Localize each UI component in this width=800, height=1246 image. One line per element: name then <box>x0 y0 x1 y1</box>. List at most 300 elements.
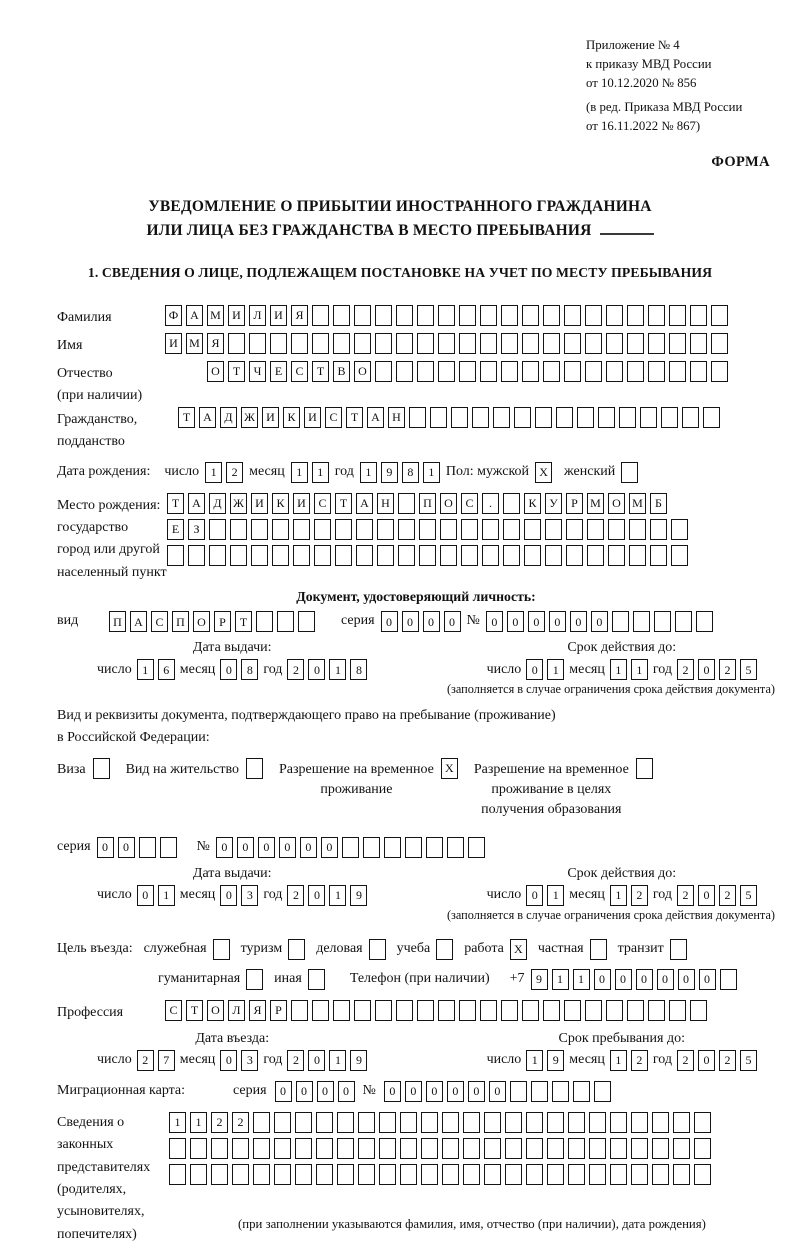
char-cell[interactable]: Т <box>186 1000 203 1021</box>
char-cell[interactable]: 0 <box>486 611 503 632</box>
char-cell[interactable] <box>526 1138 543 1159</box>
char-cell[interactable] <box>640 407 657 428</box>
char-cell[interactable] <box>526 1164 543 1185</box>
char-cell[interactable] <box>564 1000 581 1021</box>
char-cell[interactable] <box>308 969 325 990</box>
char-cell[interactable] <box>375 361 392 382</box>
char-cell[interactable] <box>232 1164 249 1185</box>
char-cell[interactable] <box>627 305 644 326</box>
char-cell[interactable] <box>333 1000 350 1021</box>
char-cell[interactable]: М <box>207 305 224 326</box>
char-cell[interactable]: 2 <box>232 1112 249 1133</box>
char-cell[interactable] <box>501 333 518 354</box>
char-cell[interactable]: 0 <box>97 837 114 858</box>
char-cell[interactable]: 1 <box>610 885 627 906</box>
char-cell[interactable] <box>547 1112 564 1133</box>
char-cell[interactable] <box>459 333 476 354</box>
char-cell[interactable] <box>93 758 110 779</box>
char-cell[interactable]: И <box>304 407 321 428</box>
char-cell[interactable] <box>568 1138 585 1159</box>
char-cell[interactable]: 0 <box>321 837 338 858</box>
char-cell[interactable] <box>337 1164 354 1185</box>
char-cell[interactable]: Ч <box>249 361 266 382</box>
char-cell[interactable] <box>211 1138 228 1159</box>
char-cell[interactable]: 9 <box>531 969 548 990</box>
char-cell[interactable] <box>652 1112 669 1133</box>
char-cell[interactable] <box>333 305 350 326</box>
char-cell[interactable]: 1 <box>360 462 377 483</box>
char-cell[interactable] <box>335 545 352 566</box>
char-cell[interactable]: 0 <box>216 837 233 858</box>
char-cell[interactable]: 1 <box>329 1050 346 1071</box>
char-cell[interactable]: Т <box>178 407 195 428</box>
char-cell[interactable] <box>396 333 413 354</box>
char-cell[interactable] <box>295 1138 312 1159</box>
char-cell[interactable]: 5 <box>740 885 757 906</box>
title-blank-line[interactable] <box>600 222 654 235</box>
char-cell[interactable] <box>442 1112 459 1133</box>
char-cell[interactable] <box>400 1138 417 1159</box>
char-cell[interactable]: 0 <box>594 969 611 990</box>
char-cell[interactable]: 0 <box>308 659 325 680</box>
char-cell[interactable] <box>652 1164 669 1185</box>
char-cell[interactable] <box>711 361 728 382</box>
char-cell[interactable]: Т <box>167 493 184 514</box>
char-cell[interactable]: К <box>524 493 541 514</box>
char-cell[interactable]: Е <box>167 519 184 540</box>
char-cell[interactable] <box>430 407 447 428</box>
char-cell[interactable] <box>505 1138 522 1159</box>
char-cell[interactable]: 1 <box>526 1050 543 1071</box>
char-cell[interactable] <box>188 545 205 566</box>
char-cell[interactable]: 2 <box>287 1050 304 1071</box>
char-cell[interactable]: 0 <box>489 1081 506 1102</box>
char-cell[interactable] <box>564 333 581 354</box>
char-cell[interactable] <box>251 545 268 566</box>
char-cell[interactable] <box>720 969 737 990</box>
char-cell[interactable]: 3 <box>241 1050 258 1071</box>
char-cell[interactable]: Д <box>209 493 226 514</box>
char-cell[interactable] <box>295 1164 312 1185</box>
char-cell[interactable] <box>211 1164 228 1185</box>
char-cell[interactable] <box>690 361 707 382</box>
char-cell[interactable] <box>169 1164 186 1185</box>
char-cell[interactable] <box>566 545 583 566</box>
char-cell[interactable]: 0 <box>308 885 325 906</box>
char-cell[interactable] <box>209 519 226 540</box>
char-cell[interactable] <box>232 1138 249 1159</box>
char-cell[interactable] <box>291 1000 308 1021</box>
char-cell[interactable]: Т <box>228 361 245 382</box>
char-cell[interactable] <box>514 407 531 428</box>
char-cell[interactable] <box>585 333 602 354</box>
char-cell[interactable] <box>501 1000 518 1021</box>
char-cell[interactable] <box>671 519 688 540</box>
char-cell[interactable] <box>421 1138 438 1159</box>
char-cell[interactable]: 0 <box>308 1050 325 1071</box>
char-cell[interactable] <box>384 837 401 858</box>
char-cell[interactable] <box>312 305 329 326</box>
char-cell[interactable] <box>316 1138 333 1159</box>
char-cell[interactable]: И <box>270 305 287 326</box>
char-cell[interactable] <box>631 1164 648 1185</box>
char-cell[interactable]: X <box>510 939 527 960</box>
char-cell[interactable] <box>669 361 686 382</box>
char-cell[interactable] <box>493 407 510 428</box>
char-cell[interactable] <box>139 837 156 858</box>
char-cell[interactable]: Л <box>249 305 266 326</box>
char-cell[interactable] <box>358 1164 375 1185</box>
char-cell[interactable]: 0 <box>507 611 524 632</box>
char-cell[interactable]: 2 <box>631 885 648 906</box>
char-cell[interactable]: 0 <box>526 885 543 906</box>
char-cell[interactable] <box>501 361 518 382</box>
char-cell[interactable] <box>552 1081 569 1102</box>
char-cell[interactable]: О <box>207 1000 224 1021</box>
char-cell[interactable] <box>337 1138 354 1159</box>
char-cell[interactable]: С <box>165 1000 182 1021</box>
char-cell[interactable]: А <box>188 493 205 514</box>
char-cell[interactable]: О <box>193 611 210 632</box>
char-cell[interactable] <box>312 333 329 354</box>
char-cell[interactable]: 0 <box>220 659 237 680</box>
char-cell[interactable] <box>356 545 373 566</box>
char-cell[interactable] <box>298 611 315 632</box>
char-cell[interactable] <box>711 305 728 326</box>
char-cell[interactable] <box>358 1112 375 1133</box>
char-cell[interactable]: 1 <box>610 659 627 680</box>
char-cell[interactable]: 0 <box>317 1081 334 1102</box>
char-cell[interactable]: И <box>262 407 279 428</box>
char-cell[interactable]: 6 <box>158 659 175 680</box>
char-cell[interactable] <box>501 305 518 326</box>
char-cell[interactable]: 0 <box>381 611 398 632</box>
char-cell[interactable] <box>650 519 667 540</box>
char-cell[interactable] <box>230 519 247 540</box>
char-cell[interactable]: Д <box>220 407 237 428</box>
char-cell[interactable] <box>694 1138 711 1159</box>
char-cell[interactable] <box>629 545 646 566</box>
char-cell[interactable]: 2 <box>677 885 694 906</box>
char-cell[interactable]: 1 <box>158 885 175 906</box>
char-cell[interactable] <box>337 1112 354 1133</box>
char-cell[interactable] <box>461 519 478 540</box>
char-cell[interactable]: 0 <box>220 885 237 906</box>
char-cell[interactable]: 0 <box>570 611 587 632</box>
char-cell[interactable]: И <box>228 305 245 326</box>
char-cell[interactable] <box>510 1081 527 1102</box>
char-cell[interactable]: 0 <box>447 1081 464 1102</box>
char-cell[interactable]: 2 <box>719 1050 736 1071</box>
char-cell[interactable]: Н <box>388 407 405 428</box>
char-cell[interactable] <box>589 1112 606 1133</box>
char-cell[interactable]: 9 <box>350 1050 367 1071</box>
char-cell[interactable] <box>438 333 455 354</box>
char-cell[interactable]: 1 <box>552 969 569 990</box>
char-cell[interactable] <box>396 1000 413 1021</box>
char-cell[interactable] <box>631 1138 648 1159</box>
char-cell[interactable] <box>636 758 653 779</box>
char-cell[interactable]: X <box>535 462 552 483</box>
char-cell[interactable]: Т <box>312 361 329 382</box>
char-cell[interactable] <box>333 333 350 354</box>
char-cell[interactable]: 0 <box>300 837 317 858</box>
char-cell[interactable] <box>274 1164 291 1185</box>
char-cell[interactable]: А <box>130 611 147 632</box>
char-cell[interactable]: С <box>461 493 478 514</box>
char-cell[interactable] <box>293 545 310 566</box>
char-cell[interactable] <box>447 837 464 858</box>
char-cell[interactable]: 0 <box>699 969 716 990</box>
char-cell[interactable]: 0 <box>678 969 695 990</box>
char-cell[interactable]: 0 <box>118 837 135 858</box>
char-cell[interactable] <box>633 611 650 632</box>
char-cell[interactable]: 9 <box>547 1050 564 1071</box>
char-cell[interactable] <box>690 305 707 326</box>
char-cell[interactable] <box>669 333 686 354</box>
char-cell[interactable] <box>472 407 489 428</box>
char-cell[interactable]: 0 <box>237 837 254 858</box>
char-cell[interactable] <box>375 305 392 326</box>
char-cell[interactable]: 0 <box>296 1081 313 1102</box>
char-cell[interactable]: Т <box>335 493 352 514</box>
char-cell[interactable] <box>459 305 476 326</box>
char-cell[interactable] <box>354 1000 371 1021</box>
char-cell[interactable]: Ж <box>241 407 258 428</box>
char-cell[interactable] <box>573 1081 590 1102</box>
char-cell[interactable] <box>484 1138 501 1159</box>
char-cell[interactable]: 0 <box>468 1081 485 1102</box>
char-cell[interactable] <box>468 837 485 858</box>
char-cell[interactable] <box>547 1138 564 1159</box>
char-cell[interactable]: Я <box>291 305 308 326</box>
char-cell[interactable]: П <box>419 493 436 514</box>
char-cell[interactable] <box>480 1000 497 1021</box>
char-cell[interactable] <box>398 493 415 514</box>
char-cell[interactable]: 0 <box>698 1050 715 1071</box>
char-cell[interactable] <box>535 407 552 428</box>
char-cell[interactable] <box>419 519 436 540</box>
char-cell[interactable]: И <box>251 493 268 514</box>
char-cell[interactable]: 1 <box>631 659 648 680</box>
char-cell[interactable] <box>543 333 560 354</box>
char-cell[interactable]: 1 <box>329 659 346 680</box>
char-cell[interactable] <box>670 939 687 960</box>
char-cell[interactable] <box>291 333 308 354</box>
char-cell[interactable] <box>438 1000 455 1021</box>
char-cell[interactable]: У <box>545 493 562 514</box>
char-cell[interactable] <box>526 1112 543 1133</box>
char-cell[interactable] <box>568 1164 585 1185</box>
char-cell[interactable]: 3 <box>241 885 258 906</box>
char-cell[interactable]: 0 <box>426 1081 443 1102</box>
char-cell[interactable] <box>587 519 604 540</box>
char-cell[interactable] <box>272 519 289 540</box>
char-cell[interactable] <box>253 1164 270 1185</box>
char-cell[interactable] <box>419 545 436 566</box>
char-cell[interactable] <box>627 361 644 382</box>
char-cell[interactable] <box>417 361 434 382</box>
char-cell[interactable] <box>610 1138 627 1159</box>
char-cell[interactable] <box>505 1112 522 1133</box>
char-cell[interactable] <box>314 519 331 540</box>
char-cell[interactable] <box>277 611 294 632</box>
char-cell[interactable] <box>440 545 457 566</box>
char-cell[interactable] <box>694 1112 711 1133</box>
char-cell[interactable] <box>379 1112 396 1133</box>
char-cell[interactable] <box>610 1164 627 1185</box>
char-cell[interactable] <box>661 407 678 428</box>
char-cell[interactable] <box>421 1164 438 1185</box>
char-cell[interactable]: 0 <box>279 837 296 858</box>
char-cell[interactable]: 0 <box>615 969 632 990</box>
char-cell[interactable] <box>442 1164 459 1185</box>
char-cell[interactable]: 0 <box>258 837 275 858</box>
char-cell[interactable]: 1 <box>137 659 154 680</box>
char-cell[interactable]: О <box>207 361 224 382</box>
char-cell[interactable] <box>577 407 594 428</box>
char-cell[interactable] <box>589 1164 606 1185</box>
char-cell[interactable] <box>167 545 184 566</box>
char-cell[interactable] <box>379 1138 396 1159</box>
char-cell[interactable] <box>694 1164 711 1185</box>
char-cell[interactable] <box>295 1112 312 1133</box>
char-cell[interactable] <box>610 1112 627 1133</box>
char-cell[interactable] <box>484 1164 501 1185</box>
char-cell[interactable] <box>246 969 263 990</box>
char-cell[interactable] <box>556 407 573 428</box>
char-cell[interactable]: 9 <box>381 462 398 483</box>
char-cell[interactable]: 0 <box>549 611 566 632</box>
char-cell[interactable] <box>363 837 380 858</box>
char-cell[interactable]: 2 <box>287 885 304 906</box>
char-cell[interactable] <box>438 361 455 382</box>
char-cell[interactable] <box>669 305 686 326</box>
char-cell[interactable] <box>503 545 520 566</box>
char-cell[interactable] <box>543 361 560 382</box>
char-cell[interactable]: С <box>151 611 168 632</box>
char-cell[interactable]: 0 <box>405 1081 422 1102</box>
char-cell[interactable] <box>648 305 665 326</box>
char-cell[interactable] <box>482 545 499 566</box>
char-cell[interactable] <box>358 1138 375 1159</box>
char-cell[interactable]: 0 <box>423 611 440 632</box>
char-cell[interactable] <box>209 545 226 566</box>
char-cell[interactable] <box>505 1164 522 1185</box>
char-cell[interactable]: 1 <box>329 885 346 906</box>
char-cell[interactable] <box>648 361 665 382</box>
char-cell[interactable] <box>438 305 455 326</box>
char-cell[interactable] <box>442 1138 459 1159</box>
char-cell[interactable]: 0 <box>402 611 419 632</box>
char-cell[interactable] <box>594 1081 611 1102</box>
char-cell[interactable] <box>503 493 520 514</box>
char-cell[interactable]: М <box>629 493 646 514</box>
char-cell[interactable] <box>598 407 615 428</box>
char-cell[interactable] <box>463 1164 480 1185</box>
char-cell[interactable] <box>354 333 371 354</box>
char-cell[interactable] <box>253 1112 270 1133</box>
char-cell[interactable] <box>342 837 359 858</box>
char-cell[interactable] <box>459 1000 476 1021</box>
char-cell[interactable]: 0 <box>636 969 653 990</box>
char-cell[interactable] <box>377 519 394 540</box>
char-cell[interactable] <box>627 333 644 354</box>
char-cell[interactable] <box>417 1000 434 1021</box>
char-cell[interactable]: 1 <box>573 969 590 990</box>
char-cell[interactable] <box>230 545 247 566</box>
char-cell[interactable] <box>675 611 692 632</box>
char-cell[interactable] <box>524 519 541 540</box>
char-cell[interactable]: А <box>367 407 384 428</box>
char-cell[interactable]: Р <box>214 611 231 632</box>
char-cell[interactable]: 1 <box>190 1112 207 1133</box>
char-cell[interactable]: Ж <box>230 493 247 514</box>
char-cell[interactable]: Р <box>270 1000 287 1021</box>
char-cell[interactable] <box>169 1138 186 1159</box>
char-cell[interactable]: О <box>440 493 457 514</box>
char-cell[interactable]: Я <box>207 333 224 354</box>
char-cell[interactable] <box>522 1000 539 1021</box>
char-cell[interactable]: 2 <box>719 885 736 906</box>
char-cell[interactable]: А <box>199 407 216 428</box>
char-cell[interactable] <box>440 519 457 540</box>
char-cell[interactable]: 0 <box>526 659 543 680</box>
char-cell[interactable] <box>703 407 720 428</box>
char-cell[interactable] <box>335 519 352 540</box>
char-cell[interactable] <box>648 333 665 354</box>
char-cell[interactable]: 0 <box>220 1050 237 1071</box>
char-cell[interactable]: 0 <box>338 1081 355 1102</box>
char-cell[interactable]: 1 <box>547 885 564 906</box>
char-cell[interactable] <box>228 333 245 354</box>
char-cell[interactable]: Б <box>650 493 667 514</box>
char-cell[interactable] <box>545 545 562 566</box>
char-cell[interactable] <box>608 519 625 540</box>
char-cell[interactable] <box>398 545 415 566</box>
char-cell[interactable]: 7 <box>158 1050 175 1071</box>
char-cell[interactable] <box>543 305 560 326</box>
char-cell[interactable] <box>627 1000 644 1021</box>
char-cell[interactable]: 1 <box>423 462 440 483</box>
char-cell[interactable]: 1 <box>291 462 308 483</box>
char-cell[interactable] <box>461 545 478 566</box>
char-cell[interactable] <box>288 939 305 960</box>
char-cell[interactable] <box>619 407 636 428</box>
char-cell[interactable]: 8 <box>241 659 258 680</box>
char-cell[interactable]: 0 <box>444 611 461 632</box>
char-cell[interactable]: 0 <box>698 659 715 680</box>
char-cell[interactable]: 1 <box>312 462 329 483</box>
char-cell[interactable] <box>543 1000 560 1021</box>
char-cell[interactable] <box>249 333 266 354</box>
char-cell[interactable] <box>417 305 434 326</box>
char-cell[interactable]: 1 <box>610 1050 627 1071</box>
char-cell[interactable] <box>621 462 638 483</box>
char-cell[interactable] <box>608 545 625 566</box>
char-cell[interactable]: 0 <box>591 611 608 632</box>
char-cell[interactable] <box>482 519 499 540</box>
char-cell[interactable] <box>587 545 604 566</box>
char-cell[interactable] <box>648 1000 665 1021</box>
char-cell[interactable] <box>354 305 371 326</box>
char-cell[interactable] <box>669 1000 686 1021</box>
char-cell[interactable]: М <box>186 333 203 354</box>
char-cell[interactable]: А <box>356 493 373 514</box>
char-cell[interactable] <box>522 305 539 326</box>
char-cell[interactable]: 9 <box>350 885 367 906</box>
char-cell[interactable]: Н <box>377 493 394 514</box>
